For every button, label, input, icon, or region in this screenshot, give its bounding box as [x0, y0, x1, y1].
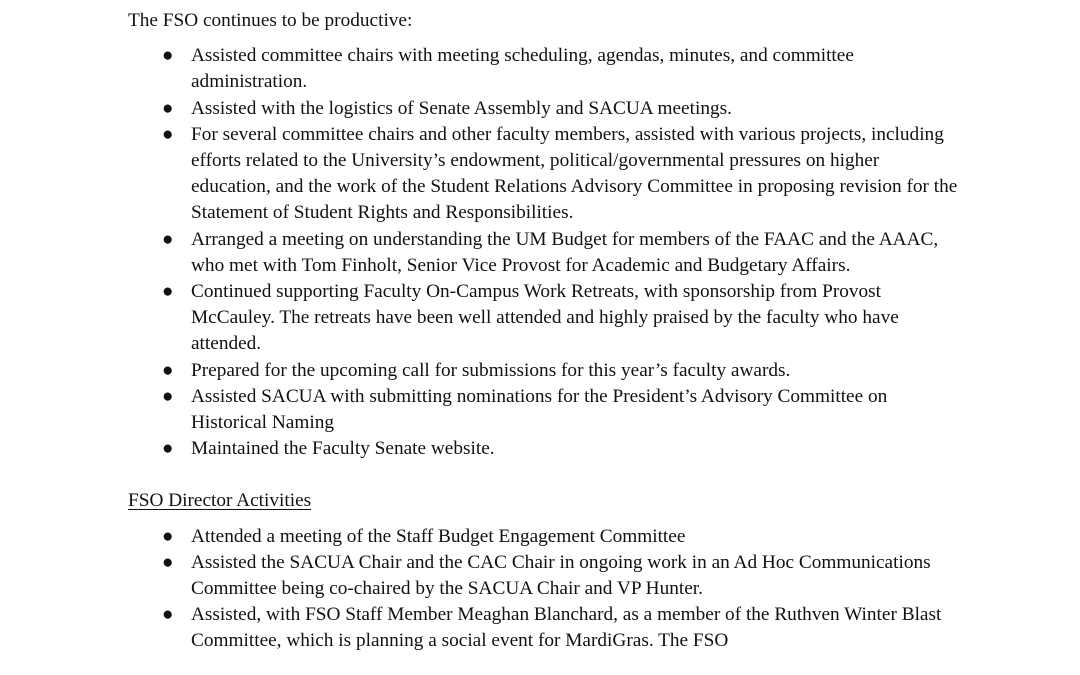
list-item-text: Attended a meeting of the Staff Budget Engagement Committee [191, 525, 686, 547]
list-item-text: Maintained the Faculty Senate website. [191, 438, 495, 460]
section-heading-fso-director: FSO Director Activities [128, 490, 312, 512]
list-item [128, 550, 958, 602]
list-item [128, 602, 958, 654]
bullet-icon: ● [162, 123, 174, 145]
document-body [128, 8, 958, 655]
bullet-icon: ● [162, 45, 174, 67]
list-item [128, 436, 958, 462]
bullet-icon: ● [162, 97, 174, 119]
director-activities-list [128, 524, 958, 655]
list-item-text: Assisted committee chairs with meeting scheduling, agendas, minutes, and committee administration. [191, 45, 854, 93]
bullet-icon: ● [162, 228, 174, 250]
bullet-icon: ● [162, 281, 174, 303]
bullet-icon: ● [162, 604, 174, 626]
list-item-text: Continued supporting Faculty On-Campus Work Retreats, with sponsorship from Provost McCauley. The retreats have been well attended and highly praised by the faculty who have attended. [191, 281, 899, 355]
list-item [128, 524, 958, 550]
bullet-icon: ● [162, 525, 174, 547]
bullet-icon: ● [162, 551, 174, 573]
list-item-text: Prepared for the upcoming call for submissions for this year’s faculty awards. [191, 359, 791, 381]
list-item [128, 43, 958, 95]
list-item [128, 358, 958, 384]
bullet-icon: ● [162, 438, 174, 460]
list-item-text: Assisted the SACUA Chair and the CAC Chair in ongoing work in an Ad Hoc Communications Committee being co-chaired by the SACUA Chair and VP Hunter. [191, 551, 931, 600]
list-item-text: For several committee chairs and other faculty members, assisted with various projects, including efforts related to the University’s endowment, political/governmental pressures on higher education, and the work of the Student Relations Advisory Committee in proposing revision for the Statement of Student Rights and Responsibilities. [191, 123, 958, 224]
list-item-text: Assisted with the logistics of Senate Assembly and SACUA meetings. [191, 97, 732, 119]
bullet-icon: ● [162, 385, 174, 407]
list-item-text: Assisted, with FSO Staff Member Meaghan Blanchard, as a member of the Ruthven Winter Blast Committee, which is planning a social event for MardiGras. The FSO [191, 604, 942, 652]
bullet-icon: ● [162, 359, 174, 381]
list-item [128, 227, 958, 279]
productive-activities-list [128, 43, 958, 462]
list-item-text: Arranged a meeting on understanding the UM Budget for members of the FAAC and the AAAC, who met with Tom Finholt, Senior Vice Provost for Academic and Budgetary Affairs. [191, 228, 939, 276]
intro-paragraph: The FSO continues to be productive: [128, 10, 413, 31]
list-item [128, 279, 958, 358]
list-item [128, 122, 958, 227]
list-item [128, 96, 958, 122]
list-item [128, 384, 958, 436]
list-item-text: Assisted SACUA with submitting nominations for the President’s Advisory Committee on Historical Naming [191, 385, 888, 434]
